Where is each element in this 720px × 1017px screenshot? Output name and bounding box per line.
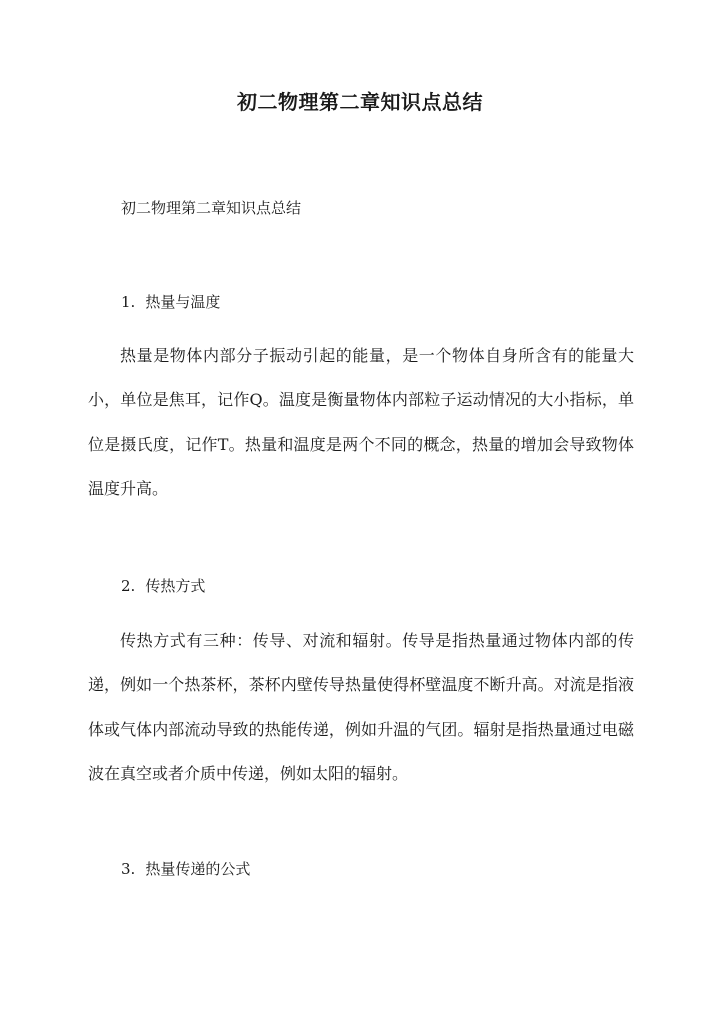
section-heading (121, 855, 250, 883)
section-heading (121, 288, 220, 316)
section-heading-text: 热量与温度 (145, 293, 221, 311)
document-title: 初二物理第二章知识点总结 (237, 90, 483, 114)
section-heading (121, 572, 205, 600)
section-number: 2. (121, 577, 136, 595)
section-paragraph: 热量是物体内部分子振动引起的能量，是一个物体自身所含有的能量大小，单位是焦耳，记作Q。温度是衡量物体内部粒子运动情况的大小指标，单位是摄氏度，记作T。热量和温度是两个不同的概念，热量的增加会导致物体温度升高。 (88, 346, 634, 498)
section-heading-text: 热量传递的公式 (145, 860, 251, 878)
section-number: 1. (121, 293, 136, 311)
section-number: 3. (121, 860, 136, 878)
section-paragraph: 传热方式有三种：传导、对流和辐射。传导是指热量通过物体内部的传递，例如一个热茶杯，茶杯内壁传导热量使得杯壁温度不断升高。对流是指液体或气体内部流动导致的热能传递，例如升温的气团。辐射是指热量通过电磁波在真空或者介质中传递，例如太阳的辐射。 (88, 631, 634, 783)
document-subtitle: 初二物理第二章知识点总结 (121, 199, 302, 217)
section-heading-text: 传热方式 (145, 577, 206, 595)
